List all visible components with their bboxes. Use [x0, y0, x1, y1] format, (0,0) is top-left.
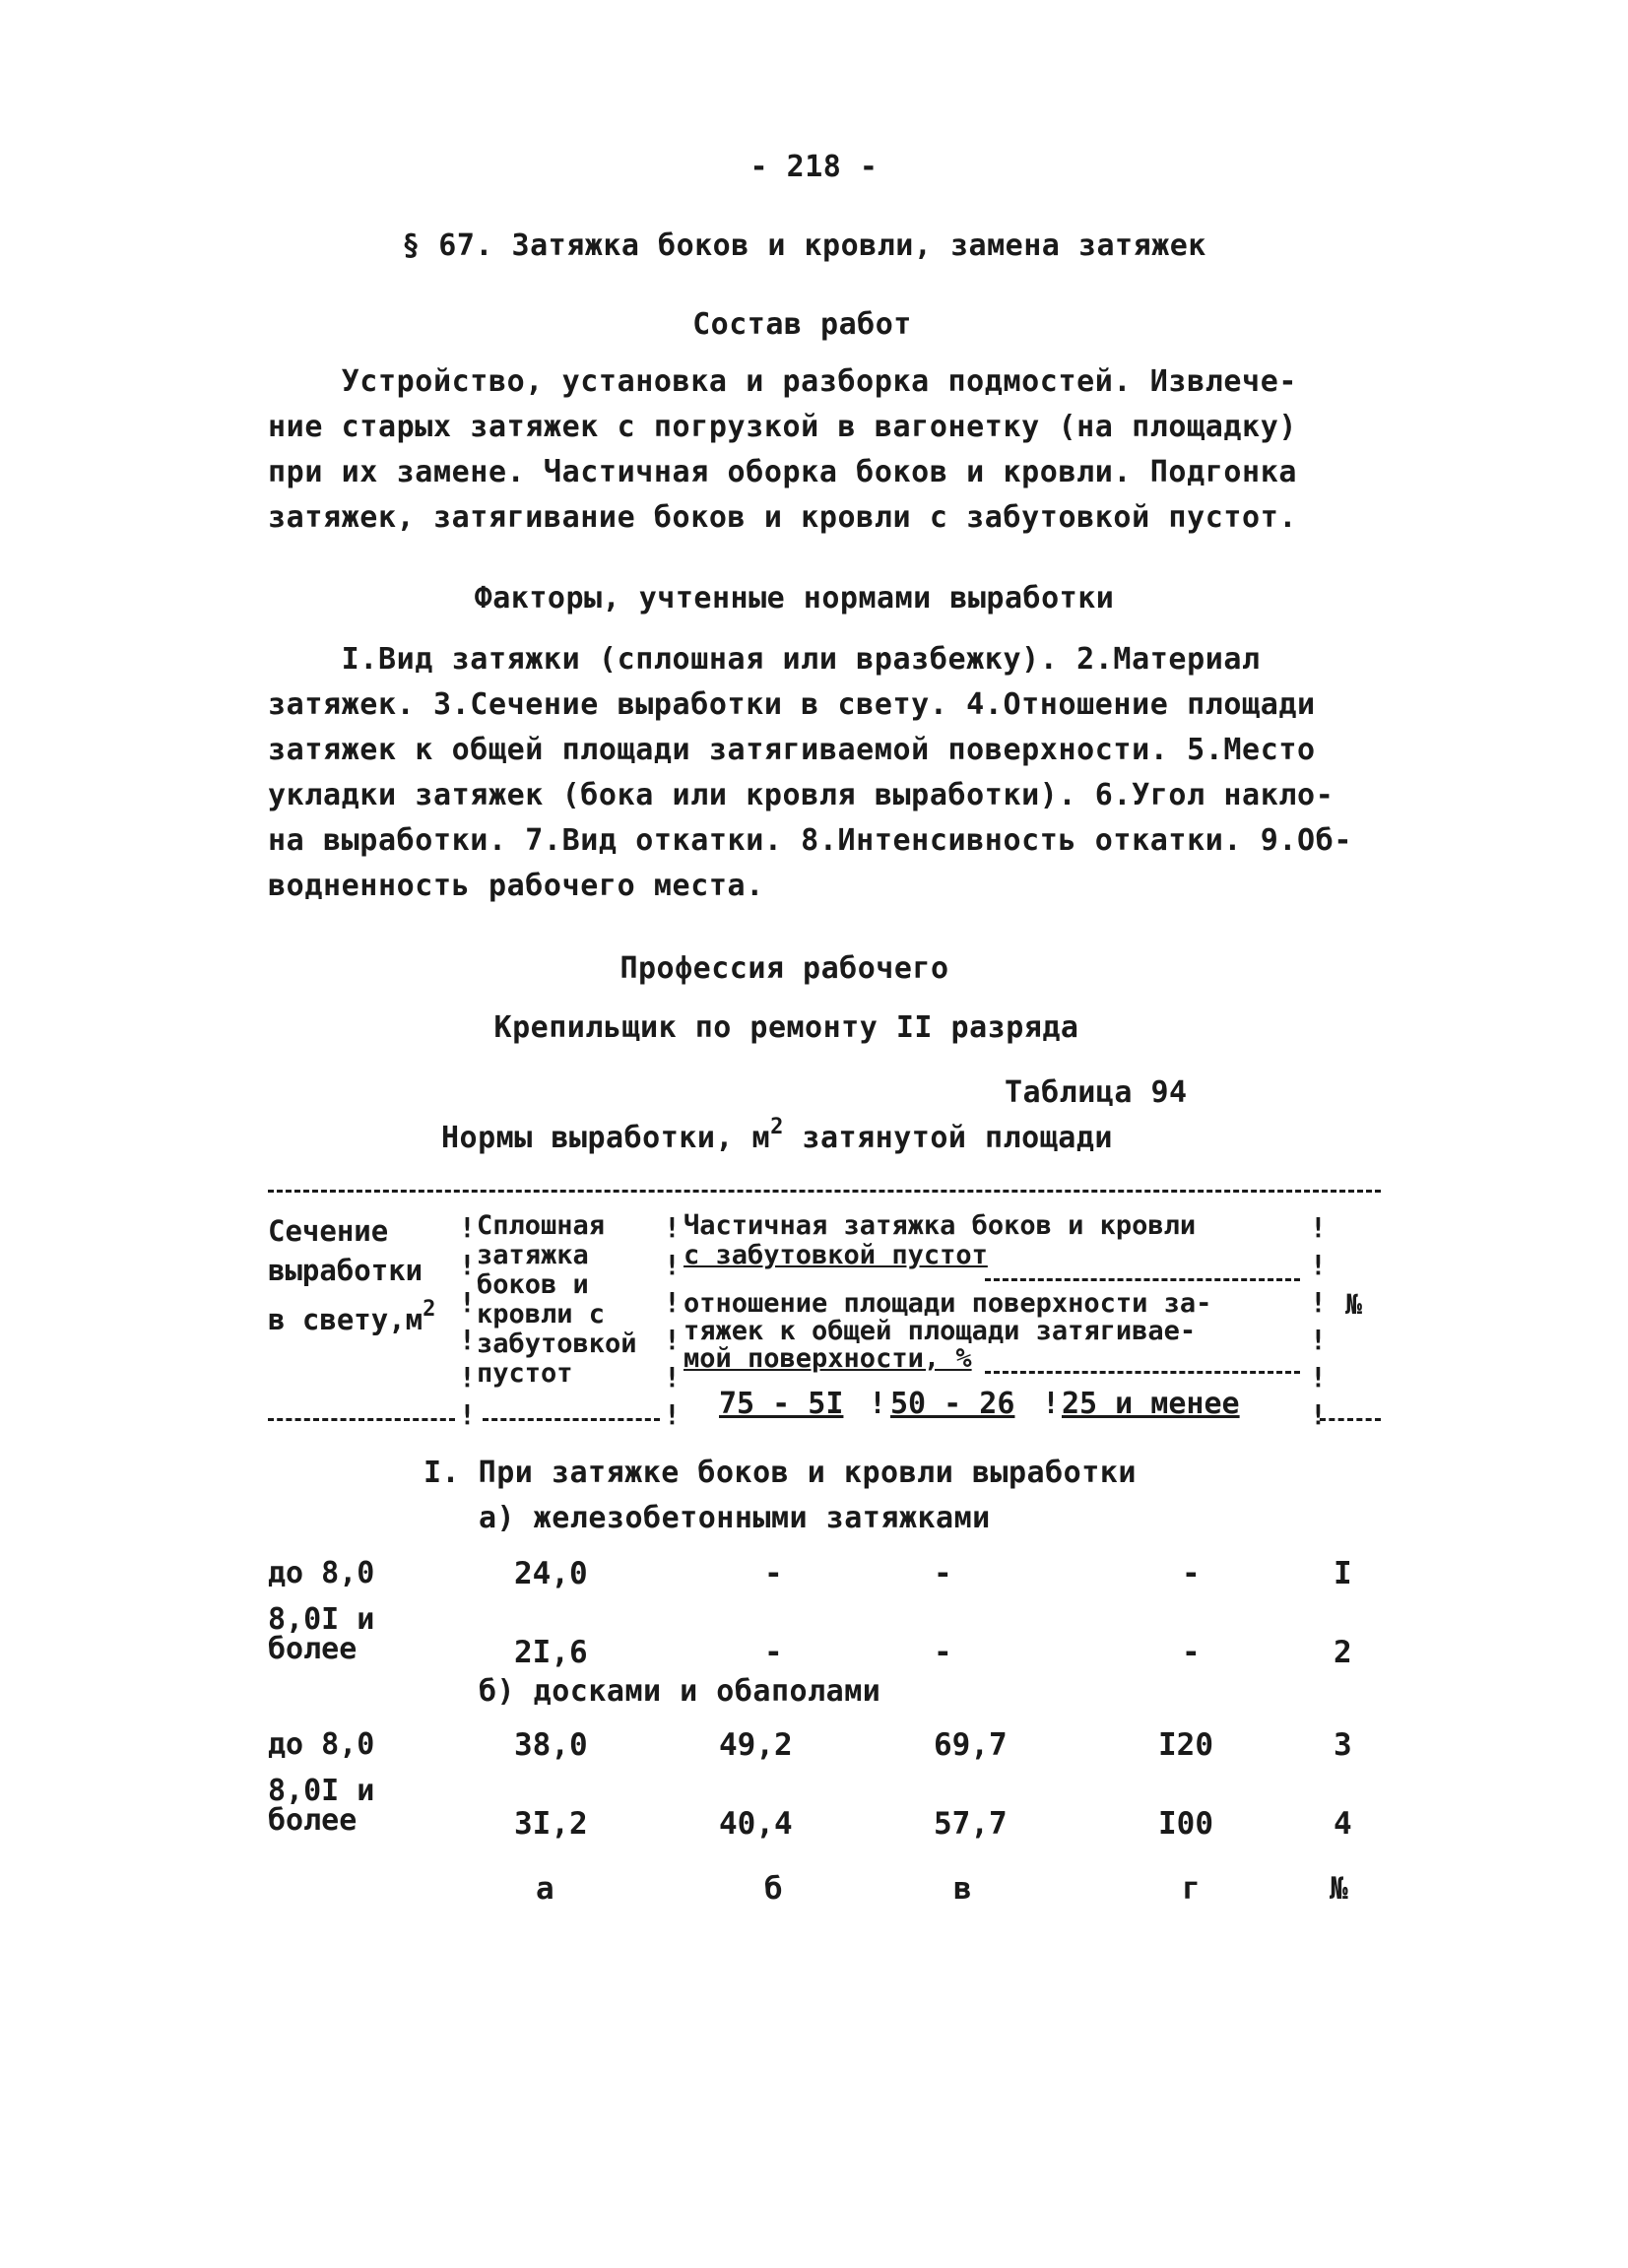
row-b2-solid: 3I,2: [514, 1806, 588, 1842]
row-a2-section: 8,0I и более: [268, 1602, 375, 1666]
row-b1-ratio2: 69,7: [934, 1727, 1008, 1763]
row-a2-ratio2: -: [934, 1635, 952, 1670]
factors-line-4: укладки затяжек (бока или кровля выработки). 6.Угол накло-: [268, 778, 1335, 812]
work-line-3: при их замене. Частичная оборка боков и кровли. Подгонка: [268, 455, 1298, 489]
header-solid-col: [477, 1211, 637, 1389]
row-a1-ratio1: -: [764, 1556, 783, 1591]
row-b1-solid: 38,0: [514, 1727, 588, 1763]
row-a2-ratio1: -: [764, 1635, 783, 1670]
header-partial-col: [684, 1211, 1196, 1270]
header-ratio-block: [684, 1290, 1211, 1373]
row-b1-num: 3: [1334, 1727, 1352, 1763]
subcol-label-2: 50 - 26: [890, 1387, 1015, 1421]
header-col3-sub3: мой поверхности, %: [684, 1343, 972, 1374]
header-col2-line4: кровли с: [477, 1299, 606, 1329]
table-top-rule: [268, 1190, 1381, 1193]
factors-line-1: I.Вид затяжки (сплошная или вразбежку). 2.Материал: [268, 642, 1261, 677]
table-label: Таблица 94: [1005, 1075, 1188, 1110]
row-a1-ratio3: -: [1182, 1556, 1201, 1591]
header-col3-top1: Частичная затяжка боков и кровли: [684, 1210, 1197, 1241]
row-b2-section: 8,0I и более: [268, 1774, 375, 1838]
header-num-col: №: [1345, 1288, 1362, 1321]
row-a2-ratio3: -: [1182, 1635, 1201, 1670]
subcol-label-1: 75 - 5I: [719, 1387, 844, 1421]
header-section-col: [268, 1211, 435, 1339]
profession-name: Крепильщик по ремонту II разряда: [493, 1010, 1079, 1045]
factors-line-3: затяжек к общей площади затягиваемой поверхности. 5.Место: [268, 733, 1316, 767]
row-b1-ratio3: I20: [1158, 1727, 1213, 1763]
header-col3-sub1: отношение площади поверхности за-: [684, 1288, 1212, 1319]
table-title-post: затянутой площади: [783, 1121, 1113, 1155]
footer-letter-v: в: [953, 1871, 972, 1907]
header-col1-line2: выработки: [268, 1254, 423, 1287]
table-title-pre: Нормы выработки, м: [441, 1121, 771, 1155]
factors-heading: Факторы, учтенные нормами выработки: [474, 581, 1115, 616]
divider-1: ! ! ! ! ! !: [459, 1211, 476, 1431]
factors-line-6: водненность рабочего места.: [268, 869, 764, 903]
footer-letter-a: а: [536, 1871, 554, 1907]
row-b2-ratio1: 40,4: [719, 1806, 793, 1842]
header-col2-line5: забутовкой: [477, 1328, 637, 1359]
header-col3-rule-1: [985, 1278, 1300, 1281]
row-a2-solid: 2I,6: [514, 1635, 588, 1670]
header-col2-line3: боков и: [477, 1269, 589, 1300]
header-col3-sub2: тяжек к общей площади затягивае-: [684, 1316, 1197, 1346]
factors-line-2: затяжек. 3.Сечение выработки в свету. 4.Отношение площади: [268, 687, 1316, 722]
footer-letter-b: б: [764, 1871, 783, 1907]
row-a2-num: 2: [1334, 1635, 1352, 1670]
factors-line-5: на выработки. 7.Вид откатки. 8.Интенсивность откатки. 9.Об-: [268, 823, 1353, 858]
subcol-divider-1: !: [869, 1387, 887, 1421]
work-line-1: Устройство, установка и разборка подмостей. Извлече-: [268, 364, 1298, 399]
table-header-rule-right: [1320, 1418, 1381, 1421]
subcol-label-3: 25 и менее: [1062, 1387, 1240, 1421]
header-col1-line3: в свету,м: [268, 1303, 423, 1336]
profession-heading: Профессия рабочего: [619, 951, 949, 986]
subsection-a: а) железобетонными затяжками: [479, 1501, 991, 1535]
footer-letter-g: г: [1182, 1871, 1201, 1907]
table-header-rule-mid: [483, 1418, 660, 1421]
header-col2-line2: затяжка: [477, 1240, 589, 1270]
section1-title: I. При затяжке боков и кровли выработки: [423, 1456, 1137, 1490]
table-header-rule-left: [268, 1418, 455, 1421]
work-line-2: ние старых затяжек с погрузкой в вагонетку (на площадку): [268, 410, 1298, 444]
header-col2-line1: Сплошная: [477, 1210, 606, 1241]
page-number: - 218 -: [749, 150, 879, 184]
row-b2-ratio2: 57,7: [934, 1806, 1008, 1842]
row-a1-solid: 24,0: [514, 1556, 588, 1591]
row-a1-ratio2: -: [934, 1556, 952, 1591]
subcol-divider-2: !: [1042, 1387, 1061, 1421]
row-a1-num: I: [1334, 1556, 1352, 1591]
header-col3-top2: с забутовкой пустот: [684, 1240, 988, 1270]
work-heading: Состав работ: [692, 307, 912, 342]
header-col3-rule-2: [985, 1371, 1300, 1374]
divider-2: ! ! ! ! ! !: [664, 1211, 681, 1431]
divider-3: ! ! ! ! ! !: [1310, 1211, 1327, 1431]
row-a1-section: до 8,0: [268, 1556, 375, 1590]
row-b1-section: до 8,0: [268, 1727, 375, 1762]
header-col1-line1: Сечение: [268, 1214, 389, 1248]
header-col1-sup: 2: [423, 1297, 436, 1322]
row-b1-ratio1: 49,2: [719, 1727, 793, 1763]
footer-letter-num: №: [1330, 1871, 1348, 1907]
table-title: [441, 1115, 1113, 1155]
table-title-sup: 2: [770, 1115, 784, 1139]
work-line-4: затяжек, затягивание боков и кровли с забутовкой пустот.: [268, 500, 1298, 535]
row-b2-ratio3: I00: [1158, 1806, 1213, 1842]
header-col2-line6: пустот: [477, 1358, 573, 1389]
row-b2-num: 4: [1334, 1806, 1352, 1842]
subsection-b: б) досками и обаполами: [479, 1674, 881, 1709]
section-title: § 67. Затяжка боков и кровли, замена затяжек: [402, 228, 1206, 263]
